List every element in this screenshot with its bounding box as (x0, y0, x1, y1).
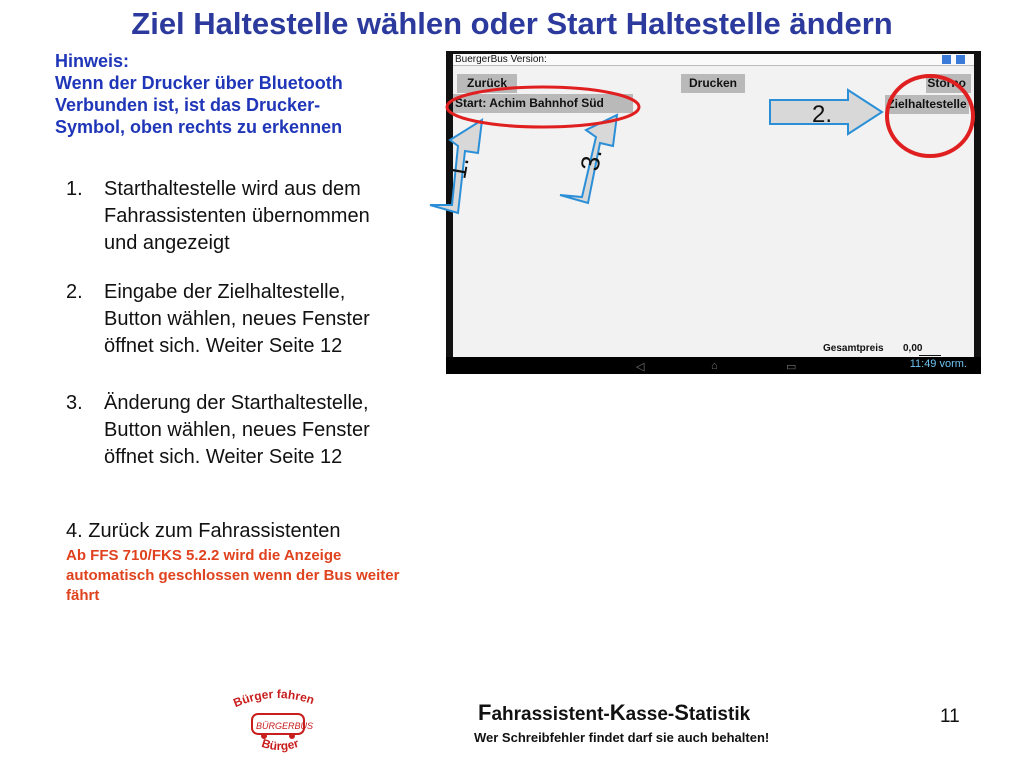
step-line: Fahrassistenten übernommen (104, 205, 370, 227)
total-price-label: Gesamtpreis (823, 343, 884, 354)
annotation-3: 3. (574, 146, 608, 174)
recent-apps-icon[interactable]: ▭ (786, 361, 797, 373)
note-line: Ab FFS 710/FKS 5.2.2 wird die Anzeige (66, 547, 342, 564)
step-4: 4. Zurück zum Fahrassistenten (66, 520, 341, 542)
version-label: BuergerBus Version: (455, 54, 547, 65)
step-line: öffnet sich. Weiter Seite 12 (104, 446, 343, 468)
step-line: Änderung der Starthaltestelle, (104, 392, 369, 414)
hint-line: Verbunden ist, ist das Drucker- (55, 95, 321, 115)
note-line: fährt (66, 587, 100, 604)
print-button[interactable]: Drucken (681, 74, 745, 93)
step-line: Button wählen, neues Fenster (104, 308, 370, 330)
destination-stop-button[interactable]: Zielhaltestelle (885, 95, 969, 114)
start-stop-button[interactable]: Start: Achim Bahnhof Süd (453, 94, 633, 113)
logo-bottom-text: Bürger (260, 735, 301, 754)
step-line: und angezeigt (104, 232, 230, 254)
hint-line: Wenn der Drucker über Bluetooth (55, 73, 343, 93)
start-highlight-circle (447, 87, 639, 127)
back-button[interactable]: Zurück (457, 74, 517, 93)
logo-center-text: BÜRGERBUS (256, 721, 314, 731)
home-nav-icon[interactable]: ⌂ (711, 360, 718, 372)
footer-subtitle: Wer Schreibfehler findet darf sie auch behalten! (474, 730, 770, 745)
hint-heading: Hinweis: (55, 51, 130, 71)
step-line: öffnet sich. Weiter Seite 12 (104, 335, 343, 357)
footer-title: Fahrassistent-Kasse-Statistik (478, 700, 751, 725)
step-line: Button wählen, neues Fenster (104, 419, 370, 441)
destination-highlight-circle (887, 76, 973, 156)
logo-top-text: Bürger fahren (231, 686, 317, 711)
note-line: automatisch geschlossen wenn der Bus weiter (66, 567, 400, 584)
page-number: 11 (940, 706, 960, 727)
annotation-2: 2. (812, 101, 833, 128)
svg-text:Bürger fahren (231, 687, 316, 710)
step-line: Starthaltestelle wird aus dem (104, 178, 361, 200)
clock: 11:49 vorm. (909, 358, 967, 370)
slide-title: Ziel Haltestelle wählen oder Start Haltestelle ändern (131, 6, 893, 41)
annotation-1: 1. (441, 154, 475, 182)
step-number: 2. (66, 281, 83, 303)
hint-line: Symbol, oben rechts zu erkennen (55, 117, 343, 137)
back-nav-icon[interactable]: ◁ (636, 361, 645, 373)
svg-text:Bürger (260, 736, 301, 753)
cancel-button[interactable]: Storno (926, 74, 971, 93)
buergerbus-logo (222, 684, 332, 758)
step-number: 1. (66, 178, 83, 200)
step-line: Eingabe der Zielhaltestelle, (104, 281, 346, 303)
total-price-value: 0,00 (903, 343, 923, 354)
step-number: 3. (66, 392, 83, 414)
